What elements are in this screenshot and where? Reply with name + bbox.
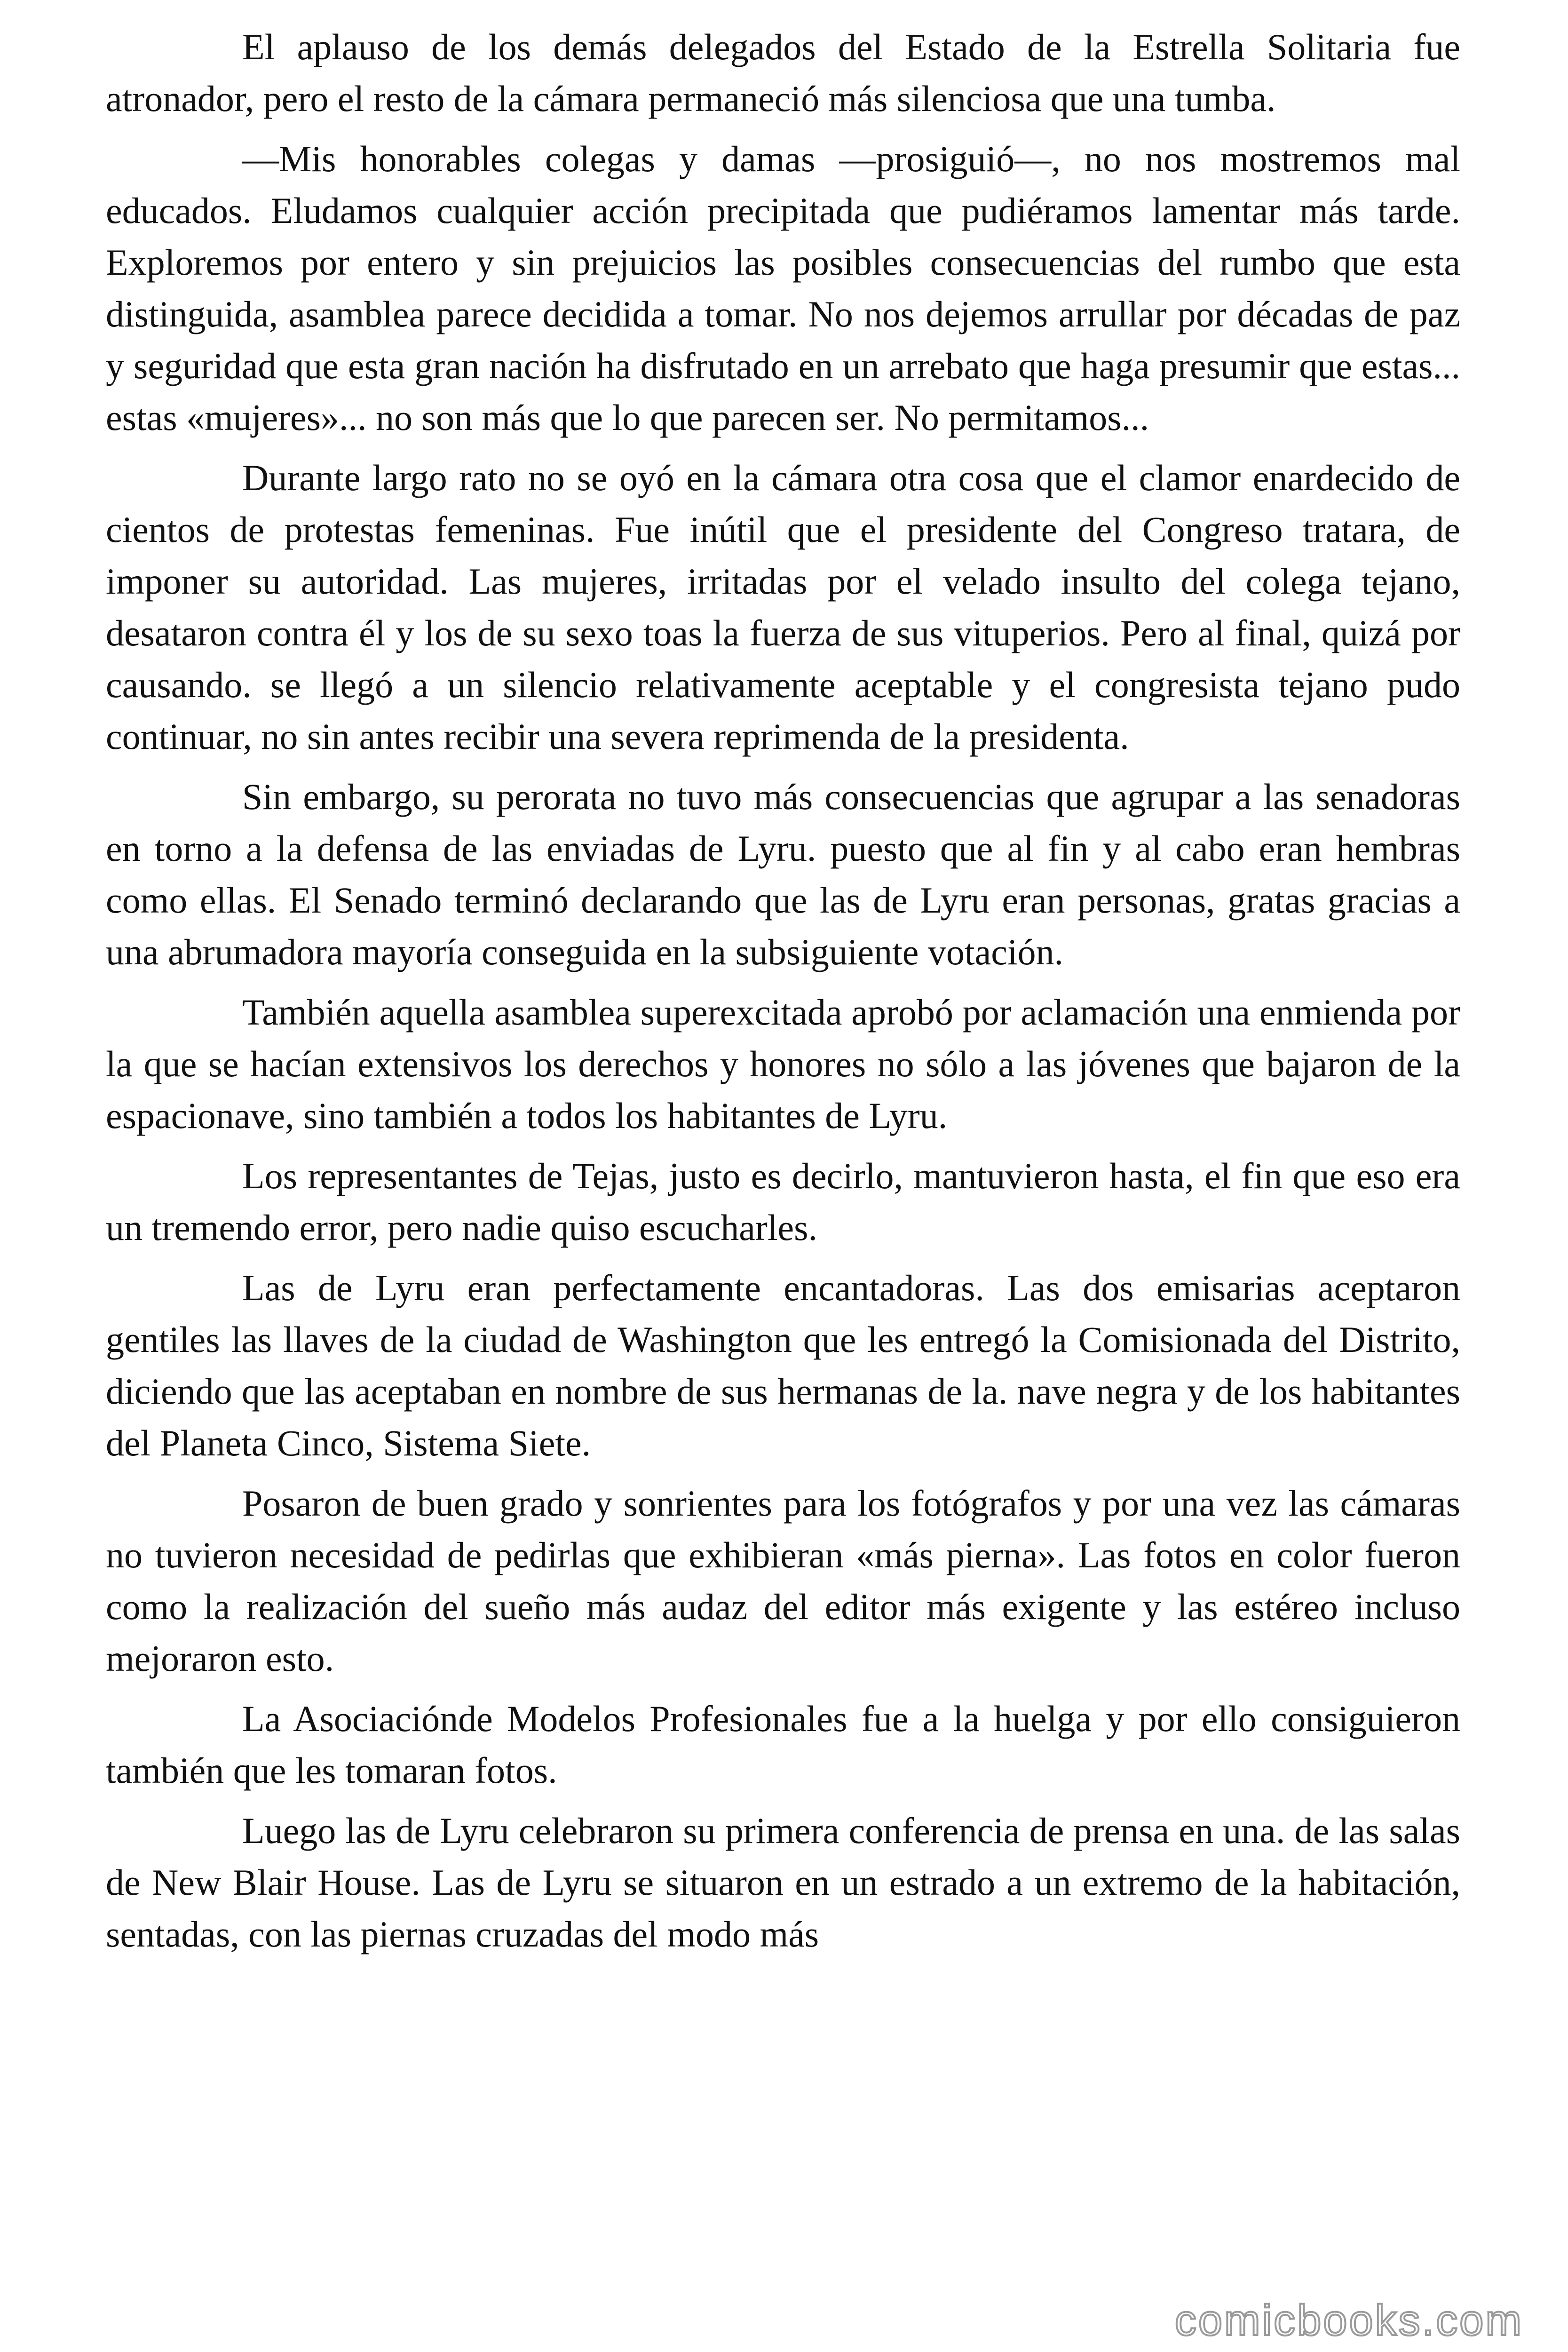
paragraph: Luego las de Lyru celebraron su primera conferencia de prensa en una. de las salas de New Blair House. Las de Lyru se situaron en un estrado a un extremo de la habitación, sentadas, con las piernas cruzadas del modo más [106,1810,1460,1955]
paragraph: Sin embargo, su perorata no tuvo más consecuencias que agrupar a las senadoras en torno a la defensa de las enviadas de Lyru. puesto que al fin y al cabo eran hembras como ellas. El Senado terminó declarando que las de Lyru eran personas, gratas gracias a una abrumadora mayoría conseguida en la subsiguiente votación. [106,776,1460,972]
paragraph: —Mis honorables colegas y damas —prosiguió—, no nos mostremos mal educados. Eludamos cualquier acción precipitada que pudiéramos lamentar más tarde. Exploremos por entero y sin prejuicios las posibles consecuencias del rumbo que esta distinguida, asamblea parece decidida a tomar. No nos dejemos arrullar por décadas de paz y seguridad que esta gran nación ha disfrutado en un arrebato que haga presumir que estas... estas «mujeres»... no son más que lo que parecen ser. No permitamos... [106,138,1460,438]
body-text [106,21,1460,1969]
watermark: comicbooks.com [1174,2296,1523,2344]
paragraph: Durante largo rato no se oyó en la cámara otra cosa que el clamor enardecido de cientos de protestas femeninas. Fue inútil que el presidente del Congreso tratara, de imponer su autoridad. Las mujeres, irritadas por el velado insulto del colega tejano, desataron contra él y los de su sexo toas la fuerza de sus vituperios. Pero al final, quizá por causando. se llegó a un silencio relativamente aceptable y el congresista tejano pudo continuar, no sin antes recibir una severa reprimenda de la presidenta. [106,457,1460,757]
paragraph: La Asociaciónde Modelos Profesionales fue a la huelga y por ello consiguieron también que les tomaran fotos. [106,1698,1460,1791]
paragraph: Los representantes de Tejas, justo es decirlo, mantuvieron hasta, el fin que eso era un tremendo error, pero nadie quiso escucharles. [106,1155,1460,1248]
paragraph: Las de Lyru eran perfectamente encantadoras. Las dos emisarias aceptaron gentiles las llaves de la ciudad de Washington que les entregó la Comisionada del Distrito, diciendo que las aceptaban en nombre de sus hermanas de la. nave negra y de los habitantes del Planeta Cinco, Sistema Siete. [106,1267,1460,1463]
paragraph: También aquella asamblea superexcitada aprobó por aclamación una enmienda por la que se hacían extensivos los derechos y honores no sólo a las jóvenes que bajaron de la espacionave, sino también a todos los habitantes de Lyru. [106,992,1460,1136]
paragraph: Posaron de buen grado y sonrientes para los fotógrafos y por una vez las cámaras no tuvieron necesidad de pedirlas que exhibieran «más pierna». Las fotos en color fueron como la realización del sueño más audaz del editor más exigente y las estéreo incluso mejoraron esto. [106,1483,1460,1679]
paragraph: El aplauso de los demás delegados del Estado de la Estrella Solitaria fue atronador, pero el resto de la cámara permaneció más silenciosa que una tumba. [106,26,1460,119]
